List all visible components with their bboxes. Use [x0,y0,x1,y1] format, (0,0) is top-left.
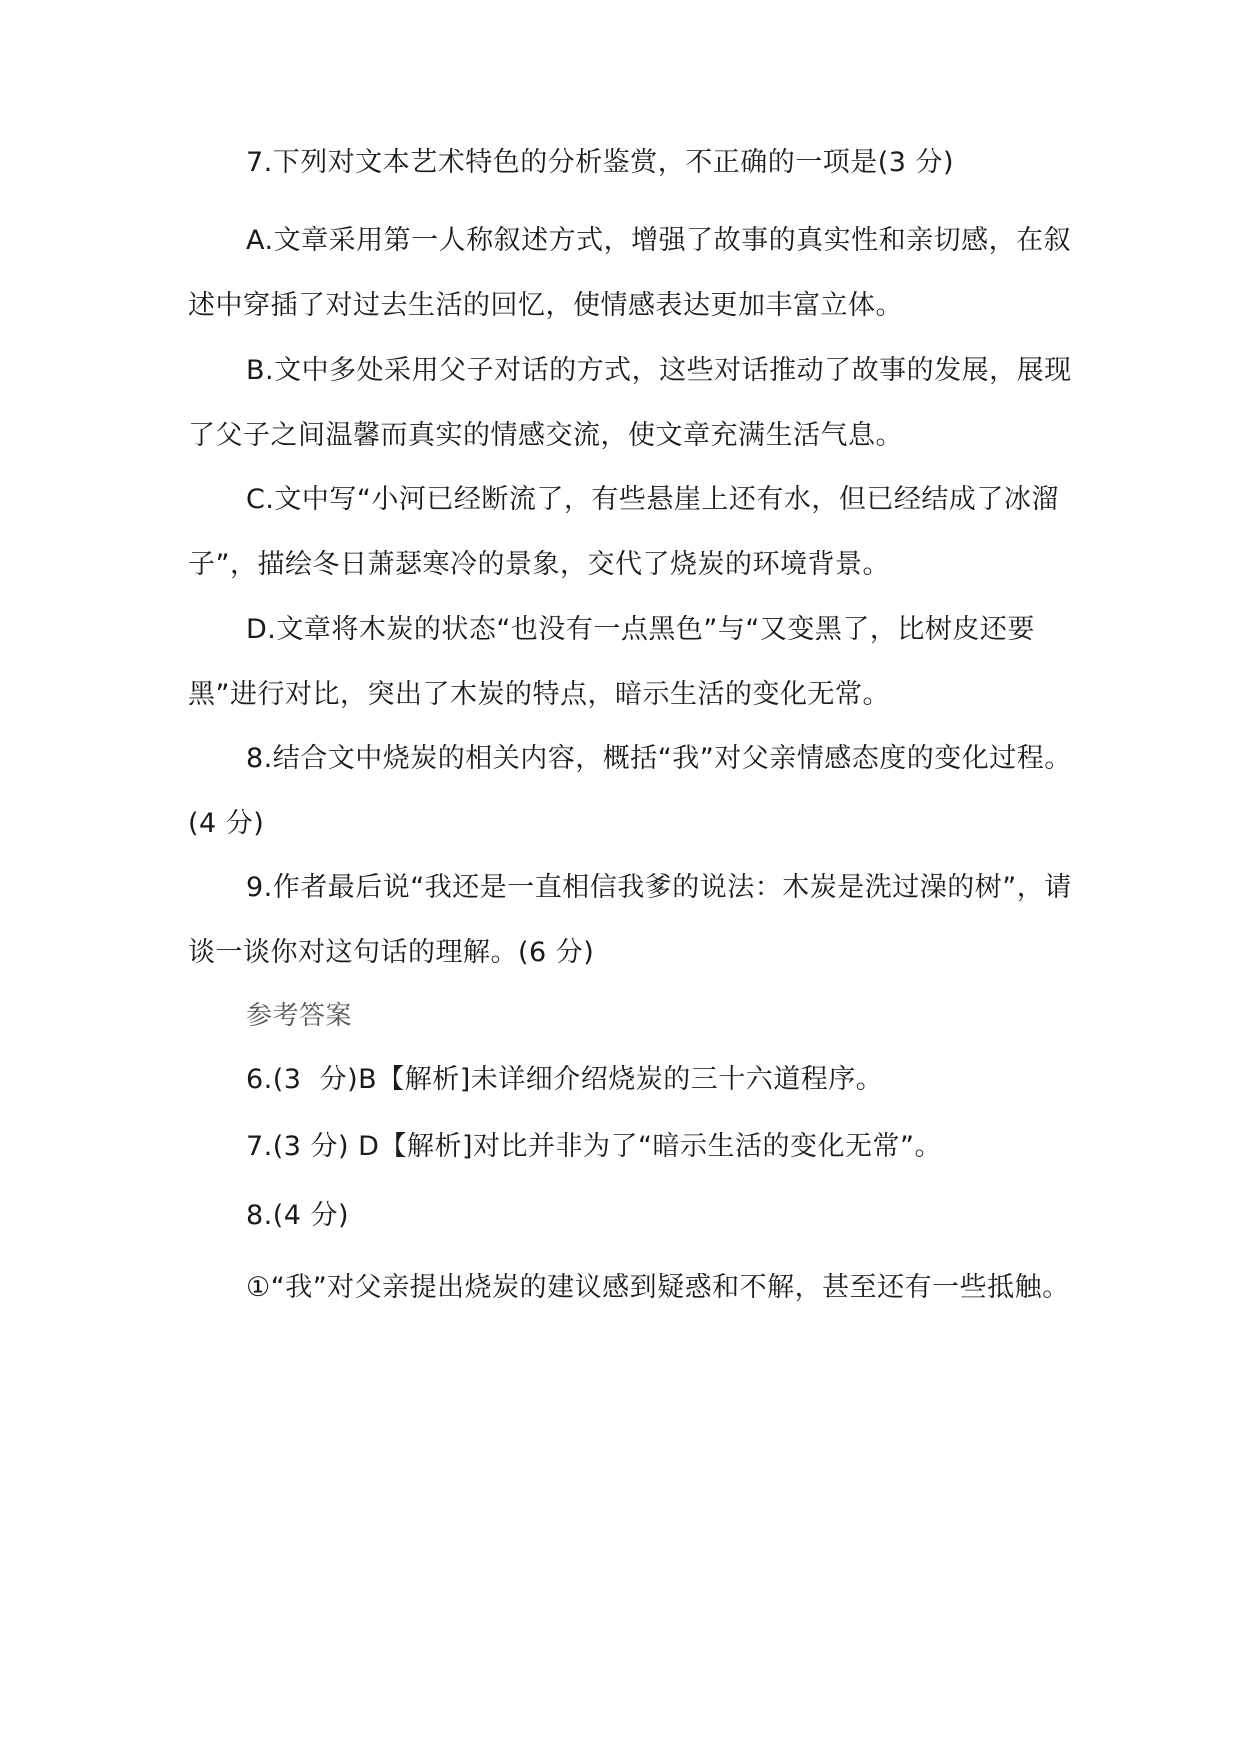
question-8: 8.结合文中烧炭的相关内容，概括“我”对父亲情感态度的变化过程。(4 分) [188,743,1072,839]
question-9: 9.作者最后说“我还是一直相信我爹的说法：木炭是洗过澡的树”，请谈一谈你对这句话的理解。(6 分) [188,872,1072,968]
question-7-option-c: C.文中写“小河已经断流了，有些悬崖上还有水，但已经结成了冰溜子”，描绘冬日萧瑟寒冷的景象，交代了烧炭的环境背景。 [188,484,1059,580]
question-7-stem: 7.下列对文本艺术特色的分析鉴赏，不正确的一项是(3 分) [246,147,955,178]
answer-7: 7.(3 分) D【解析]对比并非为了“暗示生活的变化无常”。 [246,1131,942,1162]
answer-6: 6.(3 分)B【解析]未详细介绍烧炭的三十六道程序。 [246,1064,884,1095]
question-7-option-a: A.文章采用第一人称叙述方式，增强了故事的真实性和亲切感，在叙述中穿插了对过去生活的回忆，使情感表达更加丰富立体。 [188,225,1072,321]
answers-heading: 参考答案 [246,1001,353,1031]
answer-8-point-1: ①“我”对父亲提出烧炭的建议感到疑惑和不解，甚至还有一些抵触。 [246,1272,1070,1303]
answer-8-heading: 8.(4 分) [246,1200,350,1231]
question-7-option-d: D.文章将木炭的状态“也没有一点黑色”与“又变黑了，比树皮还要黑”进行对比，突出了木炭的特点，暗示生活的变化无常。 [188,614,1035,710]
question-7-option-b: B.文中多处采用父子对话的方式，这些对话推动了故事的发展，展现了父子之间温馨而真实的情感交流，使文章充满生活气息。 [188,355,1072,451]
